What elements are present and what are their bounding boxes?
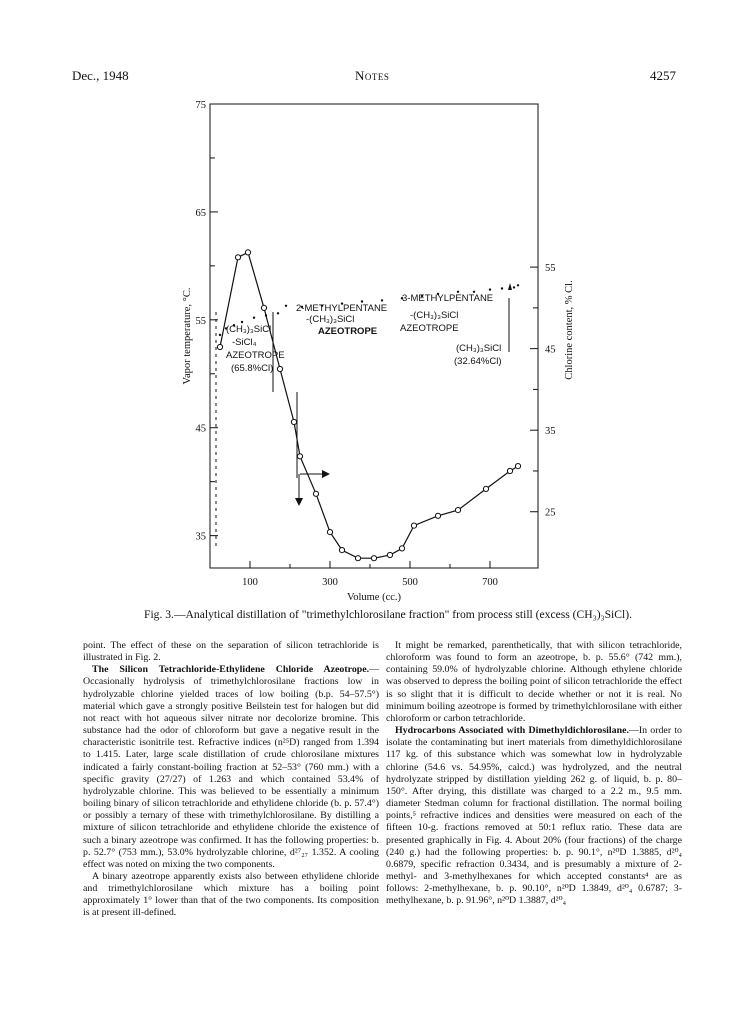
vapor-temperature-point <box>517 284 519 286</box>
body-paragraph <box>83 640 379 664</box>
arrow-up-head <box>508 283 512 290</box>
mid-azeo-line-3: AZEOTROPE <box>318 326 378 337</box>
vapor-temperature-point <box>489 288 491 290</box>
left-azeo-line-3: AZEOTROPE <box>226 350 285 361</box>
paragraph-heading: The Silicon Tetrachloride-Ethylidene Chloride Azeotrope. <box>92 664 370 676</box>
y-left-tick-label: 65 <box>195 207 206 219</box>
vapor-temperature-point <box>285 305 287 307</box>
x-tick-label: 500 <box>402 577 418 588</box>
right-azeotrope-annotation <box>400 293 493 334</box>
mid-azeo-line-2: -(CH₃)₃SiCl <box>306 314 355 325</box>
chlorine-content-point <box>327 530 332 535</box>
body-column-left <box>83 640 379 920</box>
chlorine-content-point <box>371 556 376 561</box>
chlorine-content-point <box>507 468 512 473</box>
left-azeo-line-2: -SiCl₄ <box>232 337 257 348</box>
right-azeo-line-1: 3-METHYLPENTANE <box>402 293 494 304</box>
chlorine-content-point <box>291 419 296 424</box>
arrow-right-head <box>322 470 330 478</box>
running-header-section: Notes <box>355 68 390 83</box>
chlorine-content-point <box>313 491 318 496</box>
vapor-temperature-point <box>501 287 503 289</box>
y-left-tick-label: 35 <box>195 531 206 543</box>
chlorine-content-point <box>277 366 282 371</box>
body-paragraph <box>83 664 379 871</box>
y-right-tick-label: 45 <box>545 344 556 356</box>
x-tick-label: 700 <box>482 577 498 588</box>
left-azeo-line-1: (CH₃)₃SiCl <box>226 324 272 335</box>
vapor-temperature-point <box>381 299 383 301</box>
x-tick-label: 300 <box>322 577 338 588</box>
arrow-down-head <box>295 498 303 506</box>
left-azeotrope-annotation <box>226 324 285 374</box>
mid-azeotrope-annotation <box>296 303 387 337</box>
figure-caption: Fig. 3.—Analytical distillation of "trimethylchlorosilane fraction" from process still (excess (CH₃)₃SiCl). <box>144 608 632 621</box>
chlorine-content-point <box>339 548 344 553</box>
body-paragraph <box>386 725 682 907</box>
body-paragraph <box>386 640 682 725</box>
chlorine-content-point <box>235 255 240 260</box>
chlorine-content-point <box>387 552 392 557</box>
paragraph-heading: Hydrocarbons Associated with Dimethyldichlorosilane. <box>395 725 629 737</box>
chlorine-content-point <box>355 556 360 561</box>
vapor-temperature-point <box>253 317 255 319</box>
body-paragraph <box>83 871 379 920</box>
x-tick-label: 100 <box>242 577 258 588</box>
right-azeo-line-3: AZEOTROPE <box>400 323 459 334</box>
vapor-temperature-point <box>241 321 243 323</box>
chlorine-content-point <box>411 523 416 528</box>
paragraph-text: —In order to isolate the contaminating but inert materials from dimethyldichlorosilane 117 kg. of this substance which was somewhat low in hydrolyzable chlorine (54.6 vs. 54.95%, calcd.) was hydrolyzed, and the neutral hydrolyzate stripped by distillation yielding 262 g. of liquid, b. p. 80–150°. After drying, this distillate was charged to a 2.2 m., 9.5 mm. diameter Stedman column for fractional distillation. The normal boiling points,⁵ refractive indices and densities were measured on each of the fifteen 10-g. fractions removed at 50:1 reflux ratio. These data are presented graphically in Fig. 4. About 20% (four fractions) of the charge (240 g.) had the following properties: b. p. 90.1°, n²⁰D 1.3885, d²⁰₄ 0.6879, specific refraction 0.3434, and is presumably a mixture of 2-methyl- and 3-methylhexanes for which accepted constants⁴ are as follows: 2-methylhexane, b. p. 90.10°, n²⁰D 1.3849, d²⁰₄ 0.6787; 3-methylhexane, b. p. 91.96°, n²⁰D 1.3887, d²⁰₄ <box>386 725 682 907</box>
y-right-tick-label: 25 <box>545 507 556 519</box>
paragraph-text: point. The effect of these on the separation of silicon tetrachloride is illustrated in Fig. 2. <box>83 640 379 664</box>
chlorine-content-point <box>245 250 250 255</box>
left-azeo-line-4: (65.8%Cl) <box>231 363 274 374</box>
y-left-tick-label: 75 <box>195 100 206 111</box>
right-pure-line-1: (CH₃)₃SiCl <box>456 343 502 354</box>
chlorine-content-point <box>435 513 440 518</box>
chlorine-content-point <box>261 305 266 310</box>
right-azeo-line-2: -(CH₃)₃SiCl <box>410 310 459 321</box>
y-right-tick-label: 55 <box>545 263 556 275</box>
right-pure-line-2: (32.64%Cl) <box>454 356 502 367</box>
y-right-tick-label: 35 <box>545 426 556 438</box>
chlorine-content-point <box>399 546 404 551</box>
y-left-tick-label: 45 <box>195 423 206 435</box>
vapor-temperature-point <box>277 312 279 314</box>
chlorine-content-point <box>455 508 460 513</box>
mid-azeo-line-1: 2-METHYLPENTANE <box>296 303 388 314</box>
y-left-axis-label: Vapor temperature, °C. <box>182 287 193 385</box>
y-left-tick-label: 55 <box>195 315 206 327</box>
paragraph-text: It might be remarked, parenthetically, that with silicon tetrachloride, chloroform was found to form an azeotrope, b. p. 55.6° (742 mm.), containing 59.0% of hydrolyzable chlorine. Although ethylene chloride was observed to depress the boiling point of silicon tetrachloride the effect is so slight that it is difficult to decide whether or not it is real. No minimum boiling azeotrope is formed by trimethylchlorosilane with either chloroform or carbon tetrachloride. <box>386 640 682 724</box>
y-right-axis-label: Chlorine content, % Cl. <box>564 280 575 380</box>
vapor-temperature-point <box>513 286 515 288</box>
chlorine-content-point <box>297 454 302 459</box>
vapor-temperature-point <box>219 334 221 336</box>
x-axis-label: Volume (cc.) <box>346 592 402 603</box>
chlorine-content-point <box>515 464 520 469</box>
page-number: 4257 <box>650 68 676 83</box>
running-header-date: Dec., 1948 <box>72 68 129 83</box>
chlorine-content-point <box>483 486 488 491</box>
paragraph-text: —Occasionally hydrolysis of trimethylchlorosilane fractions low in hydrolyzable chlorine yielded traces of low boiling (b.p. 54–57.5°) material which gave a strongly positive Beilstein test for halogen but did not react with hot aqueous silver nitrate nor decolorize bromine. This substance had the odor of chloroform but gave a negative result in the characteristic isonitrile test. Refractive indices (n²⁵D) ranged from 1.394 to 1.415. Later, large scale distillation of crude chlorosilane mixtures indicated a fairly constant-boiling fraction at 52–53° (760 mm.) with a specific gravity (27/27) of 1.263 and which contained 53.4% of hydrolyzable chlorine. This was believed to be essentially a minimum boiling binary of silicon tetrachloride and ethylidene chloride (b. p. 57.4°) or possibly a ternary of these with trimethylchlorosilane. By distilling a mixture of silicon tetrachloride and ethylidene chloride the existence of such a binary azeotrope was confirmed. It has the following properties: b. p. 52.7° (753 mm.), 53.0% hydrolyzable chlorine, d²⁷₂₇ 1.352. A cooling effect was noted on mixing the two components. <box>83 664 379 870</box>
paragraph-text: A binary azeotrope apparently exists also between ethylidene chloride and trimethylchlorosilane which mixture has a boiling point approximately 1° lower than that of the two components. Its composition is at present ill-defined. <box>83 870 379 919</box>
pure-compound-annotation <box>454 343 502 367</box>
chlorine-content-point <box>217 344 222 349</box>
body-column-right <box>386 640 682 907</box>
